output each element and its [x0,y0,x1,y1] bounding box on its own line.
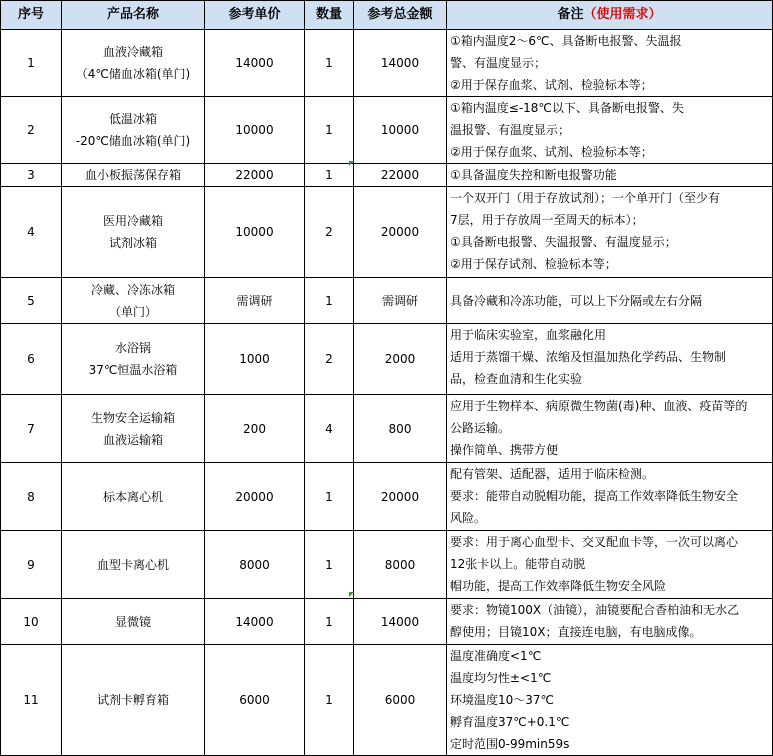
cell-remark [447,30,773,97]
cell-remark [447,531,773,599]
cell-qty: 1 [305,463,354,531]
cell-no: 6 [1,324,62,395]
header-remark-label: 备注 [557,7,584,22]
cell-no: 9 [1,531,62,599]
cell-name [62,278,205,324]
name-line: 标本离心机 [102,489,163,504]
cell-remark [447,324,773,395]
name-line: 血型卡离心机 [96,557,169,572]
cell-total: 10000 [354,97,447,164]
cell-qty: 1 [305,278,354,324]
cell-remark [447,645,773,756]
cell-qty: 2 [305,324,354,395]
remark-line: 孵育温度37℃+0.1℃ [450,715,570,729]
cell-qty: 1 [305,30,354,97]
remark-line: 定时范围0-99min59s [450,737,570,751]
name-line: （4℃储血冰箱(单门) [75,67,191,81]
cell-total: 14000 [354,30,447,97]
cell-total: 8000 [354,531,447,599]
name-line: 试剂卡孵育箱 [96,693,169,707]
remark-line: ①具备温度失控和断电报警功能 [450,168,617,182]
cell-no: 8 [1,463,62,531]
remark-line: 操作简单、携带方便 [450,443,559,457]
header-price: 参考单价 [205,1,305,30]
name-line: 血液冷藏箱 [102,45,163,59]
name-line: 37℃恒温水浴箱 [88,363,178,377]
header-row [1,1,773,30]
remark-line: 警、有温度显示； [450,56,547,70]
comment-indicator-icon [349,592,354,597]
cell-qty: 1 [305,164,354,187]
table-row [1,30,773,97]
remark-line: 品，检查血清和生化实验 [450,372,583,386]
remark-line: 12张卡以上。能带自动脱 [450,557,586,571]
cell-total: 800 [354,395,447,463]
cell-qty: 1 [305,645,354,756]
remark-line: 7层，用于存放周一至周天的标本）； [450,213,644,227]
name-line: 低温冰箱 [108,112,157,126]
name-line: 冷藏、冷冻冰箱 [90,282,175,297]
cell-no: 3 [1,164,62,187]
header-total: 参考总金额 [354,1,447,30]
remark-line: 公路运输。 [450,421,511,435]
table-row [1,645,773,756]
table-row [1,324,773,395]
remark-line: 一个双开门（用于存放试剂）；一个单开门（至少有 [450,191,721,205]
cell-name [62,30,205,97]
cell-remark [447,463,773,531]
remark-line: 具备冷藏和冷冻功能，可以上下分隔或左右分隔 [450,293,703,308]
cell-remark [447,187,773,278]
cell-name [62,187,205,278]
cell-no: 4 [1,187,62,278]
cell-price: 需调研 [205,278,305,324]
remark-line: 要求：用于离心血型卡、交叉配血卡等，一次可以离心 [450,535,739,549]
cell-no: 10 [1,599,62,645]
table-row [1,187,773,278]
cell-qty: 4 [305,395,354,463]
table-row [1,164,773,187]
table-row [1,463,773,531]
remark-line: 配有管架、适配器，适用于临床检测。 [450,467,655,481]
cell-price: 200 [205,395,305,463]
cell-total: 需调研 [354,278,447,324]
cell-name [62,645,205,756]
header-no: 序号 [1,1,62,30]
cell-price: 1000 [205,324,305,395]
cell-name [62,599,205,645]
remark-line: 温报警、有温度显示； [450,123,571,137]
cell-price: 10000 [205,187,305,278]
cell-total: 20000 [354,463,447,531]
remark-line: 风险。 [450,511,487,525]
name-line: 水浴锅 [114,341,151,355]
remark-line: ①箱内温度2～6℃、具备断电报警、失温报 [450,34,682,48]
comment-indicator-icon [349,161,354,166]
remark-line: 温度准确度<1℃ [450,649,542,663]
cell-price: 14000 [205,30,305,97]
cell-total: 20000 [354,187,447,278]
name-line: -20℃储血冰箱(单门) [75,134,191,148]
cell-remark [447,395,773,463]
header-remark-note: （使用需求） [583,7,662,22]
name-line: 生物安全运输箱 [90,410,175,425]
cell-name [62,463,205,531]
table-row [1,599,773,645]
remark-line: 用于临床实验室，血浆融化用 [450,328,607,342]
cell-qty: 2 [305,187,354,278]
remark-line: 适用于蒸馏干燥、浓缩及恒温加热化学药品、生物制 [450,350,727,364]
cell-price: 8000 [205,531,305,599]
remark-line: 要求：物镜100X（油镜），油镜要配合香柏油和无水乙 [450,603,740,617]
cell-price: 22000 [205,164,305,187]
cell-no: 2 [1,97,62,164]
cell-no: 1 [1,30,62,97]
table-row [1,531,773,599]
cell-total: 14000 [354,599,447,645]
cell-remark [447,164,773,187]
cell-total: 6000 [354,645,447,756]
remark-line: 环境温度10～37℃ [450,693,555,707]
name-line: （单门） [108,304,157,319]
cell-qty: 1 [305,97,354,164]
cell-price: 14000 [205,599,305,645]
remark-line: ②用于保存试剂、检验标本等； [450,257,617,271]
remark-line: 醇使用；目镜10X；直接连电脑，有电脑成像。 [450,625,702,639]
cell-name [62,164,205,187]
table-row [1,395,773,463]
cell-name [62,531,205,599]
name-line: 血液运输箱 [102,432,163,447]
cell-no: 7 [1,395,62,463]
table-row [1,97,773,164]
remark-line: ②用于保存血浆、试剂、检验标本等； [450,145,653,159]
name-line: 试剂冰箱 [108,236,157,250]
cell-price: 10000 [205,97,305,164]
cell-name [62,97,205,164]
remark-line: 应用于生物样本、病原微生物菌(毒)种、血液、疫苗等的 [450,399,748,413]
cell-remark [447,599,773,645]
cell-name [62,324,205,395]
header-qty: 数量 [305,1,354,30]
remark-line: ①具备断电报警、失温报警、有温度显示； [450,235,677,249]
remark-line: 帽功能，提高工作效率降低生物安全风险 [450,579,667,593]
cell-name [62,395,205,463]
remark-line: ①箱内温度≤-18℃以下、具备断电报警、失 [450,101,684,115]
cell-no: 11 [1,645,62,756]
cell-qty: 1 [305,531,354,599]
cell-remark [447,278,773,324]
header-remark [447,1,773,30]
remark-line: 要求：能带自动脱帽功能，提高工作效率降低生物安全 [450,489,739,503]
cell-total: 22000 [354,164,447,187]
table-row [1,278,773,324]
cell-remark [447,97,773,164]
header-name: 产品名称 [62,1,205,30]
cell-qty: 1 [305,599,354,645]
cell-total: 2000 [354,324,447,395]
remark-line: 温度均匀性±<1℃ [450,671,552,685]
cell-no: 5 [1,278,62,324]
cell-price: 6000 [205,645,305,756]
name-line: 显微镜 [114,614,151,629]
name-line: 医用冷藏箱 [102,214,163,228]
name-line: 血小板振荡保存箱 [84,168,181,182]
cell-price: 20000 [205,463,305,531]
remark-line: ②用于保存血浆、试剂、检验标本等； [450,78,653,92]
